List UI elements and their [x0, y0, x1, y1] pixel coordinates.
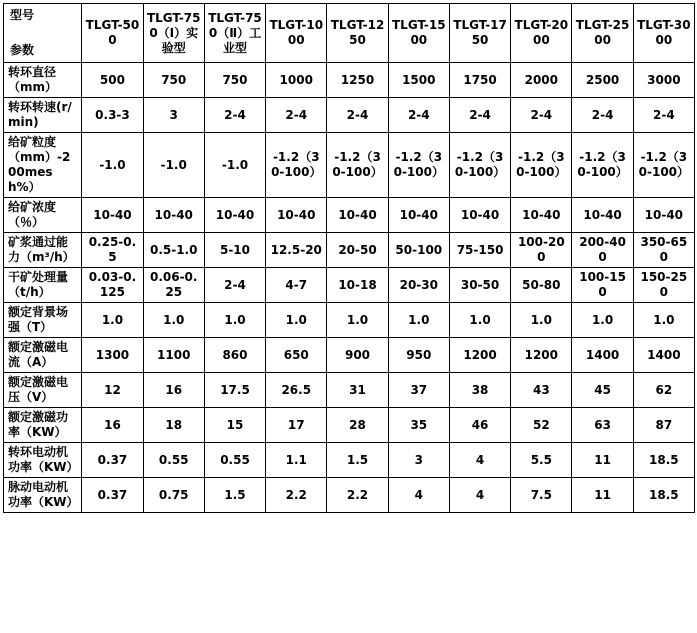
table-row [4, 268, 695, 303]
table-cell: 10-40 [82, 198, 143, 233]
table-cell: 46 [449, 408, 510, 443]
table-cell: 900 [327, 338, 388, 373]
table-cell: 1750 [449, 63, 510, 98]
table-cell: 350-650 [633, 233, 694, 268]
table-cell: 4 [449, 478, 510, 513]
table-cell: 150-250 [633, 268, 694, 303]
table-row [4, 303, 695, 338]
table-cell: 18.5 [633, 443, 694, 478]
table-row [4, 338, 695, 373]
table-cell: 1.5 [327, 443, 388, 478]
table-cell: 100-200 [511, 233, 572, 268]
column-header: TLGT-750（Ⅱ）工业型 [204, 4, 265, 63]
table-cell: 10-40 [511, 198, 572, 233]
table-cell: 1250 [327, 63, 388, 98]
table-cell: 10-40 [266, 198, 327, 233]
table-cell: 0.3-3 [82, 98, 143, 133]
table-cell: 3 [388, 443, 449, 478]
table-cell: 200-400 [572, 233, 633, 268]
table-cell: 1.0 [204, 303, 265, 338]
row-label: 干矿处理量（t/h） [4, 268, 82, 303]
table-cell: 50-80 [511, 268, 572, 303]
table-cell: 1500 [388, 63, 449, 98]
table-cell: 17.5 [204, 373, 265, 408]
table-row [4, 233, 695, 268]
column-header: TLGT-1000 [266, 4, 327, 63]
table-cell: 3 [143, 98, 204, 133]
table-cell: 75-150 [449, 233, 510, 268]
table-cell: 45 [572, 373, 633, 408]
table-cell: 650 [266, 338, 327, 373]
table-row [4, 478, 695, 513]
table-cell: 16 [143, 373, 204, 408]
table-cell: -1.2（30-100） [572, 133, 633, 198]
table-cell: 10-40 [143, 198, 204, 233]
table-cell: 1200 [511, 338, 572, 373]
table-cell: 12 [82, 373, 143, 408]
table-cell: 10-40 [633, 198, 694, 233]
table-cell: 10-40 [572, 198, 633, 233]
table-header-row [4, 4, 695, 63]
table-cell: -1.2（30-100） [511, 133, 572, 198]
table-cell: 11 [572, 478, 633, 513]
table-cell: 0.55 [143, 443, 204, 478]
specification-table [3, 3, 695, 513]
table-cell: 1.0 [572, 303, 633, 338]
table-cell: 1.0 [449, 303, 510, 338]
table-cell: -1.2（30-100） [327, 133, 388, 198]
table-cell: 0.37 [82, 478, 143, 513]
row-label: 转环电动机功率（KW） [4, 443, 82, 478]
table-cell: 2-4 [327, 98, 388, 133]
table-cell: 0.37 [82, 443, 143, 478]
table-cell: 1200 [449, 338, 510, 373]
table-cell: 2-4 [204, 98, 265, 133]
table-cell: 2.2 [266, 478, 327, 513]
table-cell: 30-50 [449, 268, 510, 303]
row-label: 额定激磁功率（KW） [4, 408, 82, 443]
corner-model-label: 型号 [10, 8, 35, 22]
column-header: TLGT-2500 [572, 4, 633, 63]
table-cell: 1.0 [633, 303, 694, 338]
table-cell: 16 [82, 408, 143, 443]
table-cell: 20-50 [327, 233, 388, 268]
table-row [4, 63, 695, 98]
table-cell: 0.03-0.125 [82, 268, 143, 303]
corner-parameter-label: 参数 [10, 43, 35, 57]
table-cell: -1.2（30-100） [633, 133, 694, 198]
table-cell: 43 [511, 373, 572, 408]
table-cell: 10-40 [388, 198, 449, 233]
column-header: TLGT-750（Ⅰ）实验型 [143, 4, 204, 63]
table-cell: 12.5-20 [266, 233, 327, 268]
column-header: TLGT-1250 [327, 4, 388, 63]
row-label: 矿浆通过能力（m³/h） [4, 233, 82, 268]
table-cell: 1300 [82, 338, 143, 373]
table-cell: 26.5 [266, 373, 327, 408]
table-cell: 1.0 [388, 303, 449, 338]
table-cell: 37 [388, 373, 449, 408]
table-cell: 1.5 [204, 478, 265, 513]
row-label: 额定激磁电压（V） [4, 373, 82, 408]
table-cell: 18.5 [633, 478, 694, 513]
table-cell: 4 [388, 478, 449, 513]
table-cell: 1100 [143, 338, 204, 373]
table-cell: -1.2（30-100） [266, 133, 327, 198]
table-cell: 2000 [511, 63, 572, 98]
table-cell: 2-4 [266, 98, 327, 133]
table-cell: 31 [327, 373, 388, 408]
table-cell: 500 [82, 63, 143, 98]
table-row [4, 133, 695, 198]
table-cell: 1000 [266, 63, 327, 98]
table-cell: 11 [572, 443, 633, 478]
table-cell: 1.0 [143, 303, 204, 338]
column-header: TLGT-3000 [633, 4, 694, 63]
table-cell: 5.5 [511, 443, 572, 478]
table-cell: 20-30 [388, 268, 449, 303]
table-cell: 10-40 [327, 198, 388, 233]
table-cell: 1.0 [266, 303, 327, 338]
row-label: 脉动电动机功率（KW） [4, 478, 82, 513]
table-cell: 10-40 [449, 198, 510, 233]
table-cell: 860 [204, 338, 265, 373]
table-cell: 7.5 [511, 478, 572, 513]
table-cell: 1.0 [327, 303, 388, 338]
table-cell: 2500 [572, 63, 633, 98]
row-label: 给矿粒度（mm）-200mesh%） [4, 133, 82, 198]
row-label: 转环直径（mm） [4, 63, 82, 98]
table-cell: 50-100 [388, 233, 449, 268]
table-cell: 52 [511, 408, 572, 443]
table-cell: 1400 [572, 338, 633, 373]
table-cell: 18 [143, 408, 204, 443]
table-cell: 10-40 [204, 198, 265, 233]
table-cell: 0.55 [204, 443, 265, 478]
column-header: TLGT-500 [82, 4, 143, 63]
table-cell: -1.0 [204, 133, 265, 198]
table-row [4, 373, 695, 408]
table-row [4, 98, 695, 133]
row-label: 额定激磁电流（A） [4, 338, 82, 373]
table-cell: 87 [633, 408, 694, 443]
table-cell: 17 [266, 408, 327, 443]
table-cell: 38 [449, 373, 510, 408]
table-cell: 100-150 [572, 268, 633, 303]
table-cell: 750 [143, 63, 204, 98]
table-row [4, 198, 695, 233]
table-cell: 0.25-0.5 [82, 233, 143, 268]
table-cell: 62 [633, 373, 694, 408]
table-cell: 2-4 [388, 98, 449, 133]
table-cell: 28 [327, 408, 388, 443]
table-cell: 10-18 [327, 268, 388, 303]
table-cell: 1400 [633, 338, 694, 373]
table-cell: 0.06-0.25 [143, 268, 204, 303]
table-cell: 2-4 [511, 98, 572, 133]
table-cell: -1.0 [143, 133, 204, 198]
table-cell: 750 [204, 63, 265, 98]
table-row [4, 408, 695, 443]
table-cell: 0.5-1.0 [143, 233, 204, 268]
column-header: TLGT-1500 [388, 4, 449, 63]
table-cell: -1.2（30-100） [388, 133, 449, 198]
table-cell: 4-7 [266, 268, 327, 303]
table-cell: 950 [388, 338, 449, 373]
row-label: 给矿浓度（％） [4, 198, 82, 233]
table-cell: 63 [572, 408, 633, 443]
table-cell: 4 [449, 443, 510, 478]
table-corner-header [4, 4, 82, 63]
table-cell: -1.0 [82, 133, 143, 198]
table-cell: 1.0 [511, 303, 572, 338]
column-header: TLGT-1750 [449, 4, 510, 63]
table-cell: 5-10 [204, 233, 265, 268]
table-cell: 2-4 [633, 98, 694, 133]
table-cell: -1.2（30-100） [449, 133, 510, 198]
table-cell: 2-4 [204, 268, 265, 303]
table-cell: 1.0 [82, 303, 143, 338]
column-header: TLGT-2000 [511, 4, 572, 63]
row-label: 额定背景场强（T） [4, 303, 82, 338]
table-cell: 2-4 [572, 98, 633, 133]
table-cell: 3000 [633, 63, 694, 98]
table-cell: 1.1 [266, 443, 327, 478]
row-label: 转环转速(r/min) [4, 98, 82, 133]
table-cell: 2-4 [449, 98, 510, 133]
table-cell: 35 [388, 408, 449, 443]
table-cell: 0.75 [143, 478, 204, 513]
table-cell: 2.2 [327, 478, 388, 513]
table-cell: 15 [204, 408, 265, 443]
table-row [4, 443, 695, 478]
